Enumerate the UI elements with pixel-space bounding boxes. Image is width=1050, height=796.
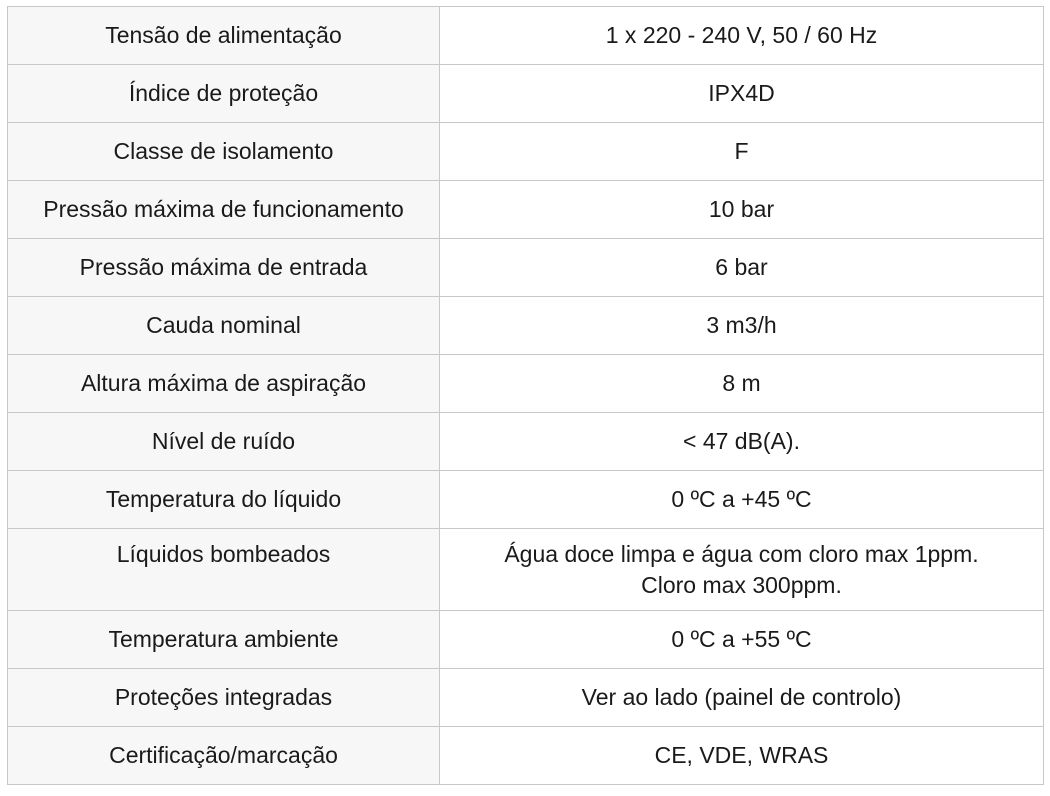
table-row (8, 669, 1044, 727)
spec-value: 1 x 220 - 240 V, 50 / 60 Hz (440, 7, 1044, 65)
spec-value: Ver ao lado (painel de controlo) (440, 669, 1044, 727)
spec-label: Pressão máxima de entrada (8, 239, 440, 297)
spec-label: Temperatura do líquido (8, 471, 440, 529)
spec-value: 8 m (440, 355, 1044, 413)
table-row (8, 65, 1044, 123)
spec-value: CE, VDE, WRAS (440, 727, 1044, 785)
spec-value: IPX4D (440, 65, 1044, 123)
spec-label: Tensão de alimentação (8, 7, 440, 65)
spec-table (7, 6, 1044, 785)
spec-value: 6 bar (440, 239, 1044, 297)
spec-label: Proteções integradas (8, 669, 440, 727)
table-row (8, 413, 1044, 471)
table-row (8, 181, 1044, 239)
spec-value: 10 bar (440, 181, 1044, 239)
spec-value: 0 ºC a +45 ºC (440, 471, 1044, 529)
table-row (8, 297, 1044, 355)
spec-value: Água doce limpa e água com cloro max 1ppm. Cloro max 300ppm. (440, 529, 1044, 611)
table-row (8, 611, 1044, 669)
spec-label: Líquidos bombeados (8, 529, 440, 611)
spec-value: < 47 dB(A). (440, 413, 1044, 471)
table-row (8, 727, 1044, 785)
spec-value: 0 ºC a +55 ºC (440, 611, 1044, 669)
table-row (8, 123, 1044, 181)
spec-label: Nível de ruído (8, 413, 440, 471)
table-row (8, 355, 1044, 413)
spec-label: Temperatura ambiente (8, 611, 440, 669)
spec-label: Cauda nominal (8, 297, 440, 355)
table-row (8, 7, 1044, 65)
spec-label: Classe de isolamento (8, 123, 440, 181)
spec-label: Certificação/marcação (8, 727, 440, 785)
spec-value: F (440, 123, 1044, 181)
spec-label: Altura máxima de aspiração (8, 355, 440, 413)
table-row (8, 471, 1044, 529)
table-row (8, 239, 1044, 297)
spec-label: Pressão máxima de funcionamento (8, 181, 440, 239)
table-row (8, 529, 1044, 611)
spec-value: 3 m3/h (440, 297, 1044, 355)
spec-label: Índice de proteção (8, 65, 440, 123)
